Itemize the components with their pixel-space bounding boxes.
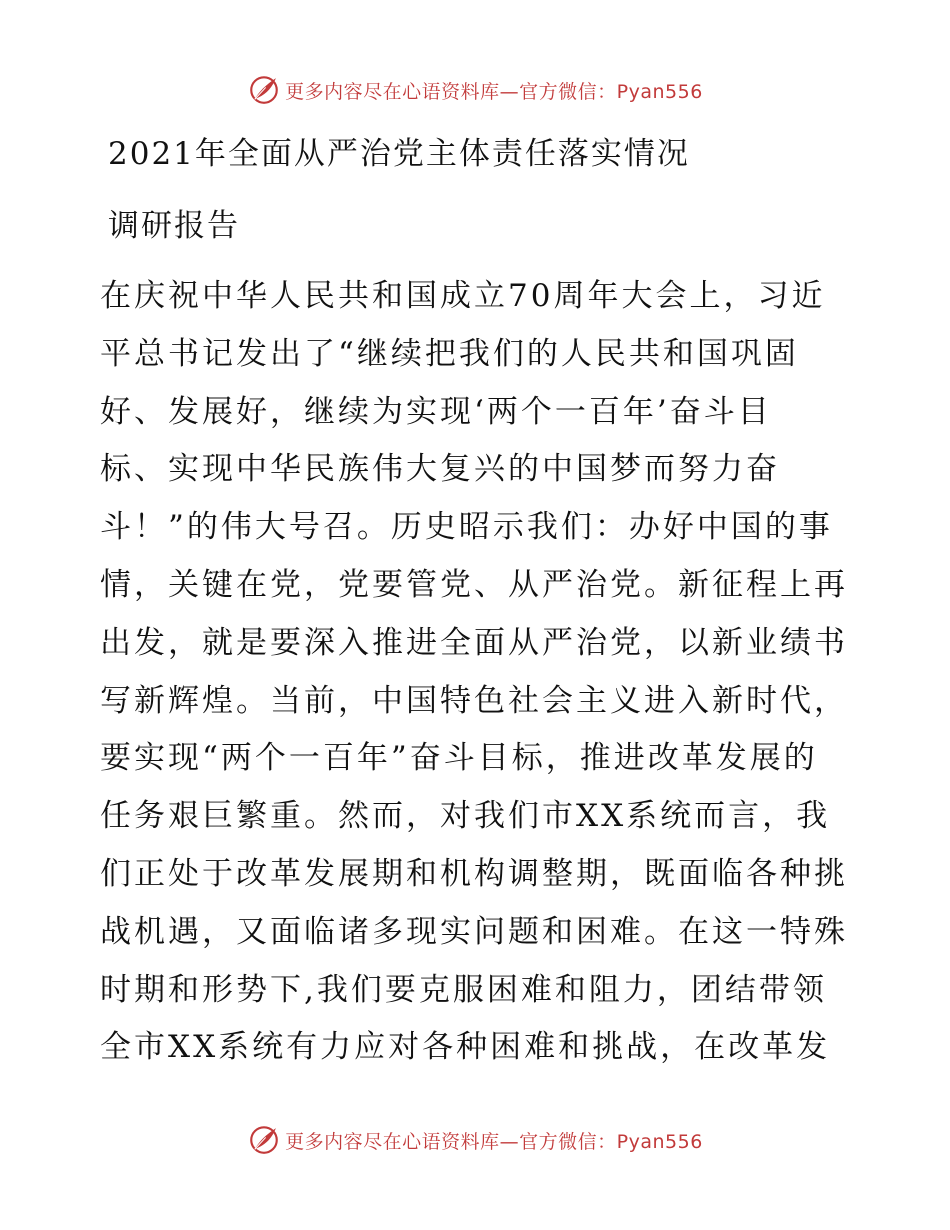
document-subtitle: 调研报告 bbox=[108, 208, 240, 244]
watermark-header bbox=[0, 70, 950, 110]
body-line: 好、发展好，继续为实现‘两个一百年’奋斗目 bbox=[100, 393, 772, 430]
body-line: 写新辉煌。当前，中国特色社会主义进入新时代， bbox=[100, 682, 848, 719]
document-body bbox=[100, 268, 860, 1077]
document-title: 2021年全面从严治党主体责任落实情况 bbox=[108, 136, 690, 172]
watermark-footer bbox=[0, 1120, 950, 1160]
feather-pen-logo-icon bbox=[247, 73, 281, 107]
body-line: 出发，就是要深入推进全面从严治党，以新业绩书 bbox=[100, 624, 848, 661]
body-line: 情，关键在党，党要管党、从严治党。新征程上再 bbox=[100, 566, 848, 603]
watermark-text: 更多内容尽在心语资料库—官方微信：Pyan556 bbox=[285, 80, 703, 103]
body-line: 全市XX系统有力应对各种困难和挑战，在改革发 bbox=[100, 1029, 831, 1066]
body-line: 任务艰巨繁重。然而，对我们市XX系统而言，我 bbox=[100, 798, 831, 835]
body-line: 战机遇，又面临诸多现实问题和困难。在这一特殊 bbox=[100, 913, 848, 950]
watermark-text: 更多内容尽在心语资料库—官方微信：Pyan556 bbox=[285, 1130, 703, 1153]
body-line: 时期和形势下,我们要克服困难和阻力，团结带领 bbox=[100, 971, 827, 1008]
body-line: 们正处于改革发展期和机构调整期，既面临各种挑 bbox=[100, 855, 848, 892]
feather-pen-logo-icon bbox=[247, 1123, 281, 1157]
body-line: 平总书记发出了“继续把我们的人民共和国巩固 bbox=[100, 335, 799, 372]
body-line: 斗！”的伟大号召。历史昭示我们：办好中国的事 bbox=[100, 509, 833, 546]
body-line: 要实现“两个一百年”奋斗目标，推进改革发展的 bbox=[100, 740, 818, 777]
body-line: 标、实现中华民族伟大复兴的中国梦而努力奋 bbox=[100, 451, 780, 488]
body-line: 在庆祝中华人民共和国成立70周年大会上，习近 bbox=[100, 278, 826, 314]
